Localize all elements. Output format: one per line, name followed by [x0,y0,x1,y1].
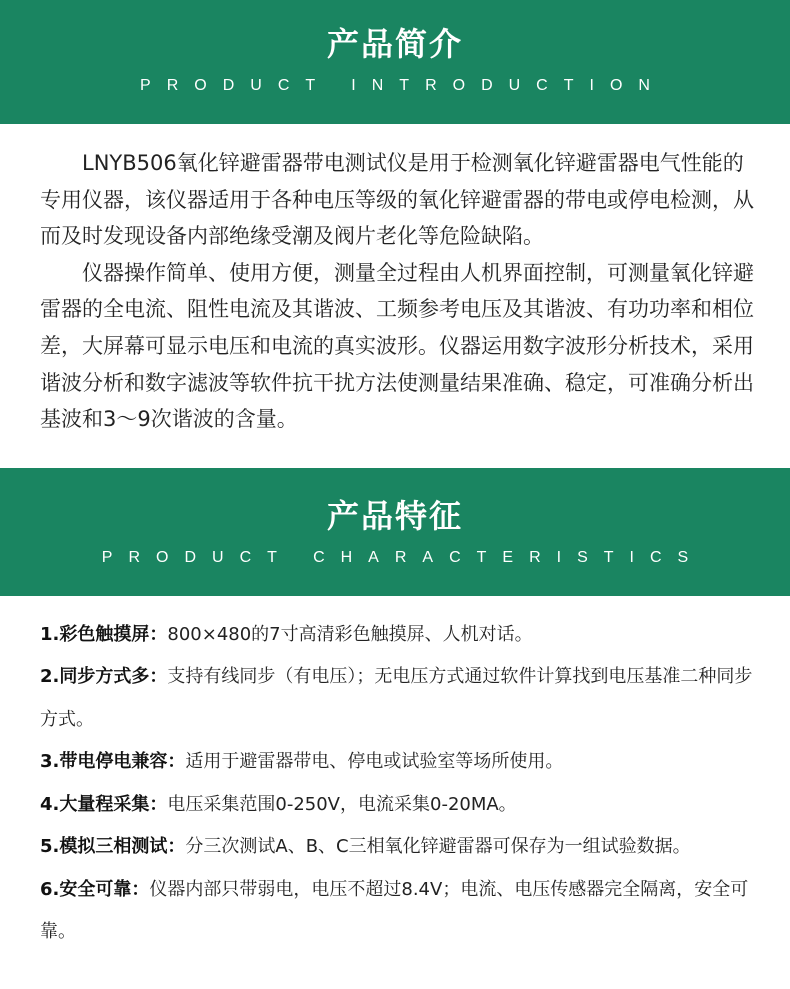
feature-text: 仪器内部只带弱电，电压不超过8.4V；电流、电压传感器完全隔离，安全可靠。 [40,878,749,943]
intro-paragraph: 仪器操作简单、使用方便，测量全过程由人机界面控制，可测量氧化锌避雷器的全电流、阻性电流及其谐波、工频参考电压及其谐波、有功功率和相位差，大屏幕可显示电压和电流的真实波形。仪器运用数字波形分析技术，采用谐波分析和数字滤波等软件抗干扰方法使测量结果准确、稳定，可准确分析出基波和3～9次谐波的含量。 [40,260,754,432]
feature-text: 适用于避雷器带电、停电或试验室等场所使用。 [185,751,564,773]
features-subtitle: PRODUCT CHARACTERISTICS [101,548,705,566]
feature-text: 电压采集范围0-250V，电流采集0-20MA。 [167,793,517,815]
features-title: 产品特征 [326,496,463,535]
feature-label: 5.模拟三相测试： [40,836,186,858]
feature-label: 1.彩色触摸屏： [40,623,168,645]
feature-label: 3.带电停电兼容： [40,751,186,773]
intro-section [0,124,790,438]
feature-label: 6.安全可靠： [40,878,150,900]
feature-item [40,614,762,657]
intro-subtitle: PRODUCT INTRODUCTION [140,77,666,94]
feature-item [40,826,762,869]
feature-label: 2.同步方式多： [40,666,168,688]
feature-item [40,741,762,784]
intro-paragraph: LNYB506氧化锌避雷器带电测试仪是用于检测氧化锌避雷器电气性能的专用仪器，该仪器适用于各种电压等级的氧化锌避雷器的带电或停电检测，从而及时发现设备内部绝缘受潮及阀片老化等危险缺陷。 [40,151,754,249]
feature-item [40,784,762,827]
features-list [0,596,790,954]
feature-text: 800×480的7寸高清彩色触摸屏、人机对话。 [167,623,533,645]
feature-item [40,656,762,741]
feature-text: 支持有线同步（有电压）；无电压方式通过软件计算找到电压基准二种同步方式。 [40,666,753,730]
feature-label: 4.大量程采集： [40,793,168,815]
intro-banner [0,0,790,124]
feature-text: 分三次测试A、B、C三相氧化锌避雷器可保存为一组试验数据。 [185,836,691,858]
features-banner [0,468,790,596]
intro-title: 产品简介 [326,25,463,63]
feature-item [40,869,762,954]
